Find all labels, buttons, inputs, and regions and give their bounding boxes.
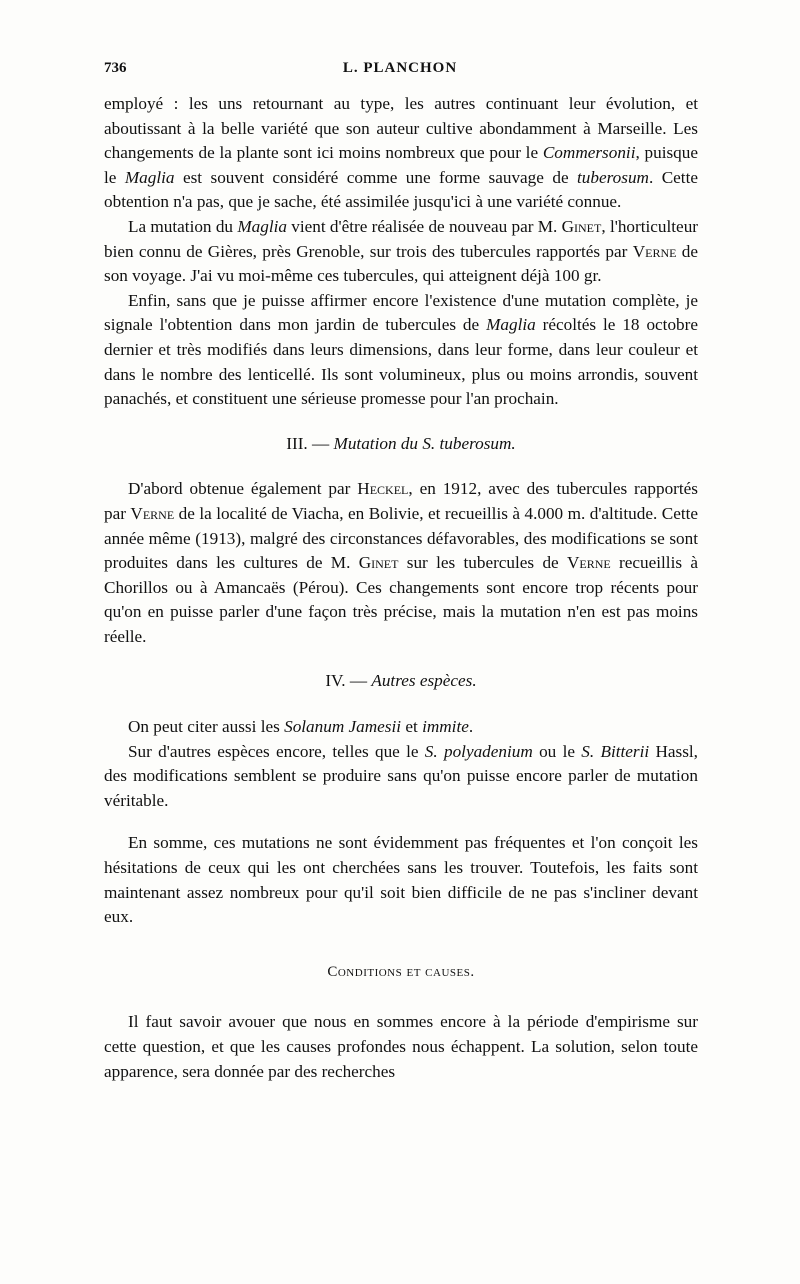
paragraph-8: Il faut savoir avouer que nous en sommes encore à la période d'empirisme sur cette question, et que les causes profondes nous échappent. La solution, selon toute apparence, sera donnée par des recherches: [104, 1012, 698, 1081]
paragraph-2: La mutation du Maglia vient d'être réalisée de nouveau par M. Ginet, l'horticulteur bien connu de Gières, près Grenoble, sur trois des tubercules rapportés par Verne de son voyage. J'ai vu moi-même ces tubercules, qui atteignent déjà 100 gr.: [104, 216, 699, 286]
running-head: L. PLANCHON: [342, 60, 458, 76]
paragraph-gap: [104, 813, 698, 831]
paragraph-3: Enfin, sans que je puisse affirmer encore l'existence d'une mutation complète, je signale l'obtention dans mon jardin de tubercules de Maglia récoltés le 18 octobre dernier et très modifiés dans leurs dimensions, dans leur forme, dans leur couleur et dans le nombre des lenticellé. Ils sont volumineux, plus ou moins arrondis, souvent panachés, et constituent une sérieuse promesse pour l'an prochain.: [104, 290, 698, 409]
paragraph-4: D'abord obtenue également par Heckel, en 1912, avec des tubercules rapportés par Verne de la localité de Viacha, en Bolivie, et recueillis à 4.000 m. d'altitude. Cette année même (1913), malgré des circonstances défavorables, des modifications se sont produites dans les cultures de M. Ginet sur les tubercules de Verne recueillis à Chorillos ou à Amancaës (Pérou). Ces changements sont encore trop récents pour qu'on en puisse parler d'une façon très précise, mais la mutation n'en est pas moins réelle.: [104, 479, 699, 646]
section-heading-3: III. — Mutation du S. tuberosum.: [286, 433, 516, 453]
paragraph-7: En somme, ces mutations ne sont évidemment pas fréquentes et l'on conçoit les hésitations de ceux qui les ont cherchées sans les trouver. Toutefois, les faits sont maintenant assez nombreux pour qu'il soit bien difficile de ne pas s'incliner devant eux.: [104, 833, 698, 927]
section-heading-4: IV. — Autres espèces.: [325, 671, 477, 691]
paragraph-6: Sur d'autres espèces encore, telles que le S. polyadenium ou le S. Bitterii Hassl, des modifications semblent se produire sans qu'on puisse encore parler de mutation véritable.: [104, 741, 698, 810]
paragraph-5: On peut citer aussi les Solanum Jamesii et immite.: [128, 717, 474, 737]
body-text: [104, 92, 698, 1084]
page-number: 736: [104, 60, 127, 76]
paragraph-1: employé : les uns retournant au type, les autres continuant leur évolution, et aboutissant à la belle variété que son auteur cultive abondamment à Marseille. Les changements de la plante sont ici moins nombreux que pour le Commersonii, puisque le Maglia est souvent considéré comme une forme sauvage de tuberosum. Cette obtention n'a pas, que je sache, été assimilée jusqu'ici à une variété connue.: [104, 94, 698, 212]
section-heading-conditions: Conditions et causes.: [327, 963, 475, 980]
page-header: [104, 60, 696, 84]
